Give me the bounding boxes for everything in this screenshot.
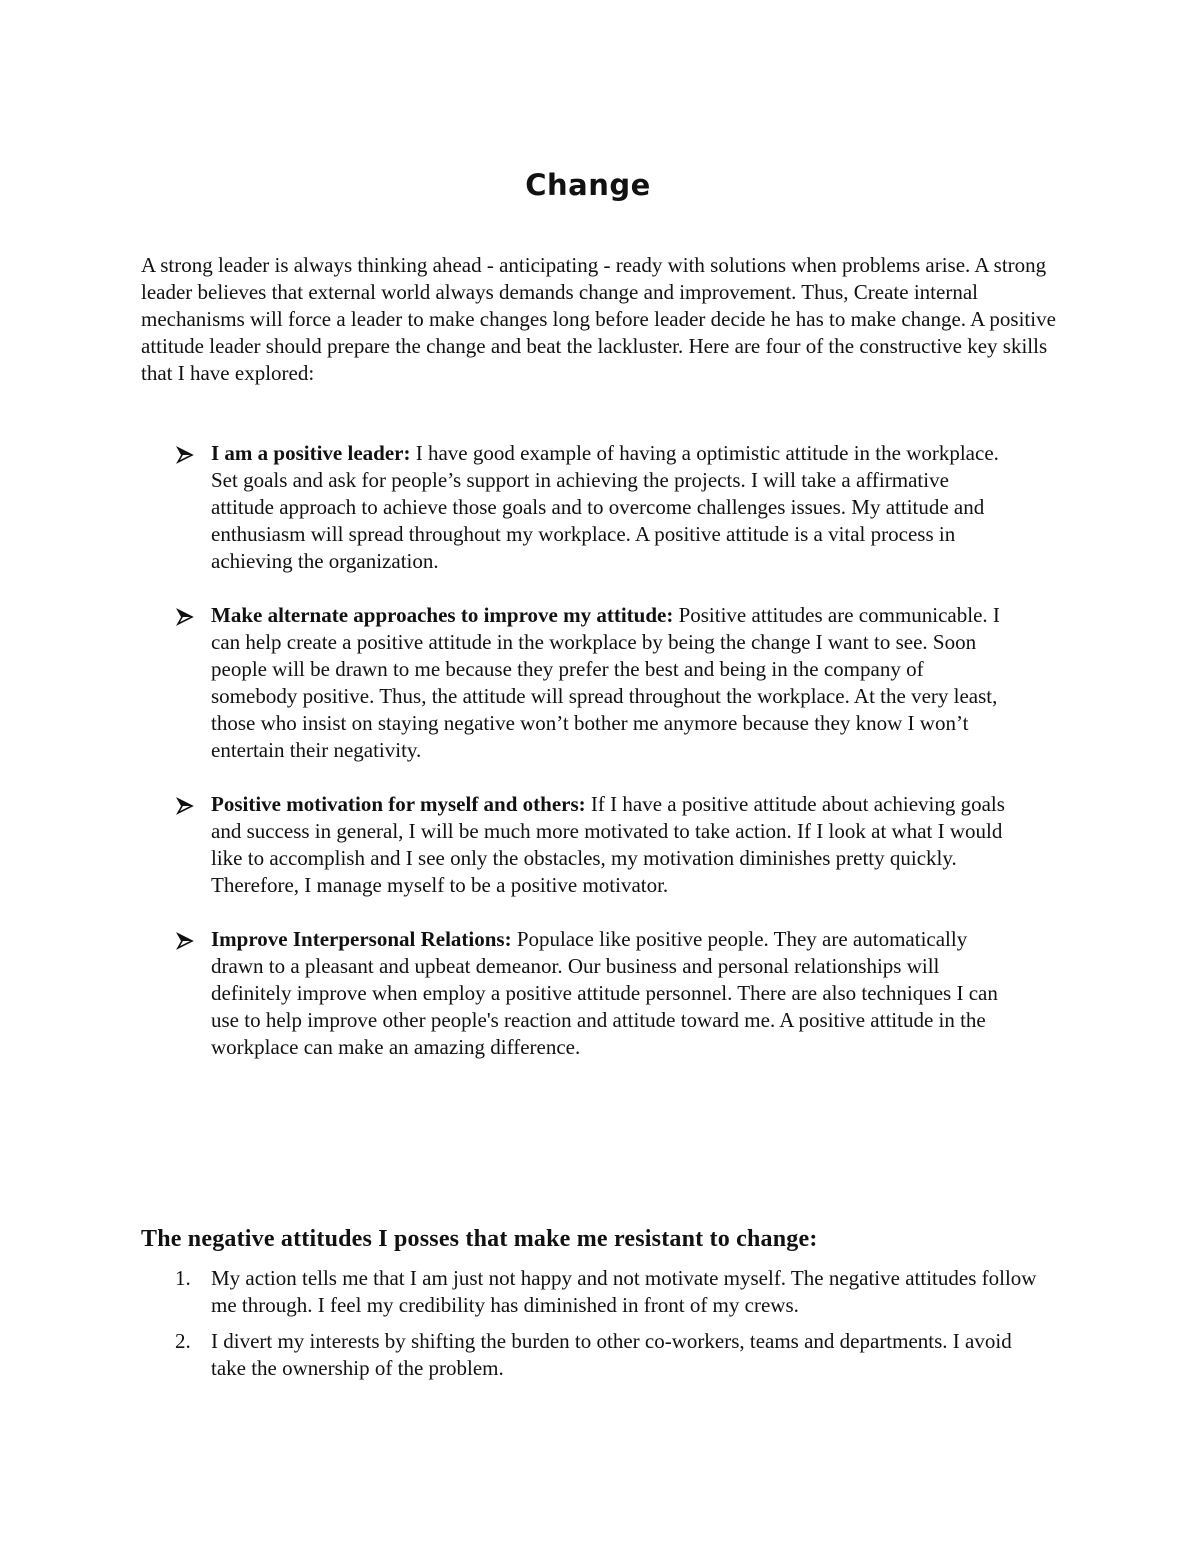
bullet-item-positive-leader [0,440,1011,575]
numbered-item-text: I divert my interests by shifting the burden to other co-workers, teams and departments. I avoid take the ownership of the problem. [211,1329,1012,1380]
negative-attitudes-list [0,1265,1200,1391]
bullet-text: Positive attitudes are communicable. I can help create a positive attitude in the workplace by being the change I want to see. Soon people will be drawn to me because they prefer the best and being in the company of somebody positive. Thus, the attitude will spread throughout the workplace. At the very least, those who insist on staying negative won’t bother me anymore because they know I won’t entertain their negativity. [211,603,1000,762]
numbered-item-text: My action tells me that I am just not happy and not motivate myself. The negative attitudes follow me through. I feel my credibility has diminished in front of my crews. [211,1266,1037,1317]
arrowhead-bullet-icon [176,926,194,953]
numbered-item [0,1328,1051,1382]
arrowhead-bullet-icon [176,602,194,629]
bullet-text: If I have a positive attitude about achieving goals and success in general, I will be much more motivated to take action. If I look at what I would like to accomplish and I see only the obstacles, my motivation diminishes pretty quickly. Therefore, I manage myself to be a positive motivator. [211,792,1005,897]
bullet-item-positive-motivation [0,791,1011,899]
arrowhead-bullet-icon [176,440,194,467]
bullet-lead: Improve Interpersonal Relations: [211,927,512,951]
list-number: 1. [175,1266,191,1290]
bullet-lead: I am a positive leader: [211,441,411,465]
bullet-lead: Positive motivation for myself and others: [211,792,586,816]
negative-attitudes-heading: The negative attitudes I posses that make me resistant to change: [141,1226,818,1252]
bullet-item-alternate-approaches [0,602,1011,764]
bullet-text: Populace like positive people. They are automatically drawn to a pleasant and upbeat demeanor. Our business and personal relationships will definitely improve when employ a positive attitude personnel. There are also techniques I can use to help improve other people's reaction and attitude toward me. A positive attitude in the workplace can make an amazing difference. [211,927,998,1059]
bullet-lead: Make alternate approaches to improve my attitude: [211,603,674,627]
bullet-text: I have good example of having a optimistic attitude in the workplace. Set goals and ask for people’s support in achieving the projects. I will take a affirmative attitude approach to achieve those goals and to overcome challenges issues. My attitude and enthusiasm will spread throughout my workplace. A positive attitude is a vital process in achieving the organization. [211,441,999,573]
list-number: 2. [175,1329,191,1353]
document-title: Change [525,168,651,202]
bullet-item-interpersonal-relations [0,926,1011,1061]
arrowhead-bullet-icon [176,791,194,818]
skills-bullet-list [0,440,1200,1088]
intro-paragraph: A strong leader is always thinking ahead - anticipating - ready with solutions when problems arise. A strong leader believes that external world always demands change and improvement. Thus, Create internal mechanisms will force a leader to make changes long before leader decide he has to make change. A positive attitude leader should prepare the change and beat the lackluster. Here are four of the constructive key skills that I have explored: [141,253,1056,385]
numbered-item [0,1265,1051,1319]
